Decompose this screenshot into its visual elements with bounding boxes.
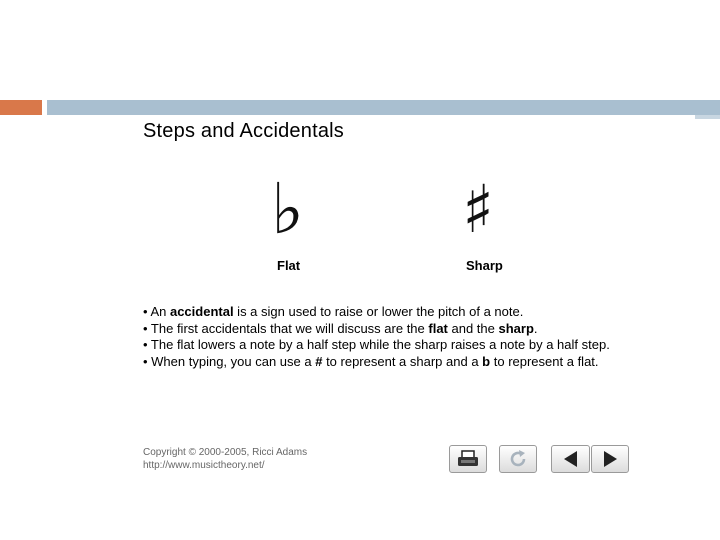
reload-button[interactable] xyxy=(499,445,537,473)
bullet-item xyxy=(143,354,618,371)
bullet-text: is a sign used to raise or lower the pitch of a note. xyxy=(233,304,524,319)
bullet-text: • An xyxy=(143,304,170,319)
print-icon xyxy=(456,449,480,469)
bullet-text: • The first accidentals that we will discuss are the xyxy=(143,320,429,336)
reload-icon xyxy=(507,448,529,470)
next-button[interactable] xyxy=(591,445,629,473)
header-bar-edge xyxy=(695,115,720,119)
copyright-line: Copyright © 2000-2005, Ricci Adams xyxy=(143,447,308,458)
next-arrow-icon xyxy=(604,451,617,467)
bullet-bold: flat xyxy=(428,320,448,336)
flat-label: Flat xyxy=(277,258,301,273)
flat-symbol-icon: ♭ xyxy=(271,168,305,250)
print-button[interactable] xyxy=(449,445,487,473)
bullet-text: and the xyxy=(447,320,499,336)
bullet-item xyxy=(143,337,618,354)
copyright-url[interactable]: http://www.musictheory.net/ xyxy=(143,460,265,471)
bullet-bold: # xyxy=(315,353,323,369)
bullet-item xyxy=(143,304,618,321)
bullet-text: . xyxy=(533,320,538,336)
bullet-bold: sharp xyxy=(498,320,534,336)
bullet-text: to represent a sharp and a xyxy=(322,353,483,369)
header-accent-bar xyxy=(0,100,42,115)
bullet-text: • The flat lowers a note by a half step while the sharp raises a note by a half step. xyxy=(143,337,610,352)
bullet-bold: b xyxy=(482,353,491,369)
copyright-notice xyxy=(143,446,307,472)
sharp-label: Sharp xyxy=(466,258,503,273)
previous-arrow-icon xyxy=(564,451,577,467)
body-text xyxy=(143,304,618,370)
bullet-item xyxy=(143,321,618,338)
bullet-text: • When typing, you can use a xyxy=(143,353,316,369)
previous-button[interactable] xyxy=(551,445,590,473)
page-title: Steps and Accidentals xyxy=(143,120,344,142)
bullet-bold: accidental xyxy=(169,304,234,319)
sharp-symbol-icon: ♯ xyxy=(462,170,494,248)
bullet-text: to represent a flat. xyxy=(490,353,599,369)
header-bar xyxy=(47,100,720,115)
